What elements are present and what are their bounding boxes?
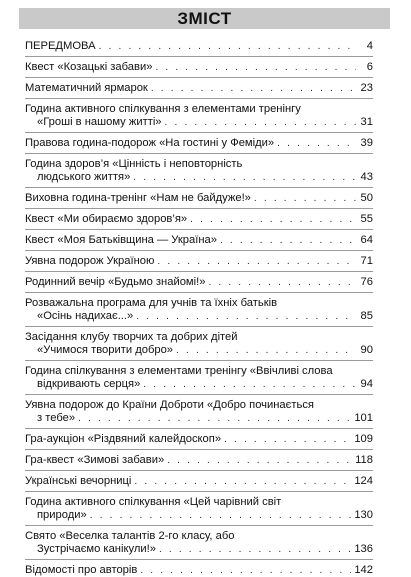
- entry-divider: [25, 208, 373, 209]
- dot-leader: [151, 82, 356, 95]
- toc-page-number: 50: [360, 192, 373, 204]
- entry-divider: [25, 77, 373, 78]
- toc-page-number: 76: [360, 276, 373, 288]
- table-of-contents: [25, 40, 373, 577]
- dot-leader: [176, 344, 356, 357]
- toc-entry: [25, 399, 373, 425]
- toc-entry-leader-line: [25, 310, 373, 323]
- toc-entry-leader-line: [25, 344, 373, 357]
- dot-leader: [134, 475, 351, 488]
- toc-entry-title-line-2: відкривають серця»: [37, 378, 141, 390]
- toc-page-number: 142: [354, 564, 373, 576]
- title-bar: [19, 8, 390, 29]
- toc-entry-title-line-1: Година активного спілкування «Цей чарівний світ: [25, 496, 282, 508]
- toc-entry-title: Родинний вечір «Будьмо знайомі!»: [25, 276, 206, 288]
- toc-entry-leader-line: [25, 213, 373, 226]
- dot-leader: [155, 61, 356, 74]
- toc-entry-leader-line: [25, 276, 373, 289]
- entry-divider: [25, 271, 373, 272]
- entry-divider: [25, 360, 373, 361]
- toc-page-number: 118: [355, 454, 373, 466]
- dot-leader: [165, 116, 356, 129]
- toc-entry: [25, 213, 373, 226]
- dot-leader: [190, 213, 356, 226]
- entry-divider: [25, 470, 373, 471]
- toc-entry: [25, 40, 373, 53]
- toc-entry-title-line-2: людського життя»: [37, 171, 131, 183]
- toc-entry-title: Правова година-подорож «На гостині у Феміди»: [25, 137, 275, 149]
- toc-page-number: 71: [360, 255, 373, 267]
- page-title: ЗМІСТ: [177, 8, 232, 28]
- toc-entry-title-line-2: «Осінь надихає...»: [37, 310, 134, 322]
- entry-divider: [25, 394, 373, 395]
- toc-entry-leader-line: [25, 82, 373, 95]
- toc-page-number: 6: [366, 61, 373, 73]
- toc-entry-title: Гра-квест «Зимові забави»: [25, 454, 165, 466]
- toc-page-number: 55: [360, 213, 373, 225]
- toc-entry: [25, 433, 373, 446]
- dot-leader: [90, 509, 352, 522]
- toc-entry-title-line-2: Зустрічаємо канікули!»: [37, 543, 156, 555]
- toc-page-number: 130: [354, 509, 373, 521]
- dot-leader: [167, 454, 352, 467]
- toc-entry-title: Виховна година-тренінг «Нам не байдуже!»: [25, 192, 251, 204]
- toc-entry-title-line-2: «Учимося творити добро»: [37, 344, 174, 356]
- toc-entry: [25, 475, 373, 488]
- toc-entry: [25, 82, 373, 95]
- dot-leader: [224, 433, 351, 446]
- dot-leader: [208, 276, 356, 289]
- toc-entry-title-line-2: природи»: [37, 509, 87, 521]
- toc-entry-leader-line: [25, 192, 373, 205]
- toc-page-number: 23: [360, 82, 373, 94]
- toc-entry-leader-line: [25, 475, 373, 488]
- toc-entry-leader-line: [25, 378, 373, 391]
- toc-entry-title: Українські вечорниці: [25, 475, 132, 487]
- toc-entry-leader-line: [25, 116, 373, 129]
- toc-entry: [25, 158, 373, 184]
- toc-entry: [25, 103, 373, 129]
- toc-entry-title-line-1: Година здоров’я «Цінність і неповторність: [25, 158, 243, 170]
- toc-entry: [25, 564, 373, 577]
- dot-leader: [136, 310, 356, 323]
- toc-entry-leader-line: [25, 171, 373, 184]
- toc-entry-title-line-1: Уявна подорож до Країни Доброти «Добро починається: [25, 399, 314, 411]
- entry-divider: [25, 428, 373, 429]
- toc-entry-leader-line: [25, 454, 373, 467]
- entry-divider: [25, 525, 373, 526]
- toc-page-number: 94: [360, 378, 373, 390]
- toc-entry-leader-line: [25, 40, 373, 53]
- toc-entry: [25, 61, 373, 74]
- dot-leader: [78, 412, 351, 425]
- dot-leader: [157, 255, 356, 268]
- toc-entry: [25, 496, 373, 522]
- dot-leader: [254, 192, 356, 205]
- entry-divider: [25, 292, 373, 293]
- toc-entry: [25, 530, 373, 556]
- toc-entry-title-line-2: «Гроші в нашому житті»: [37, 116, 162, 128]
- entry-divider: [25, 559, 373, 560]
- toc-page-number: 31: [360, 116, 373, 128]
- dot-leader: [143, 378, 356, 391]
- toc-page-number: 101: [354, 412, 373, 424]
- toc-entry-title-line-1: Година активного спілкування з елементами тренінгу: [25, 103, 301, 115]
- entry-divider: [25, 187, 373, 188]
- toc-entry: [25, 331, 373, 357]
- toc-entry-leader-line: [25, 255, 373, 268]
- toc-entry: [25, 276, 373, 289]
- toc-page-number: 43: [360, 171, 373, 183]
- entry-divider: [25, 229, 373, 230]
- toc-entry-title-line-2: з тебе»: [37, 412, 76, 424]
- dot-leader: [159, 543, 351, 556]
- entry-divider: [25, 491, 373, 492]
- dot-leader: [133, 171, 356, 184]
- toc-entry-title: Гра-аукціон «Різдвяний калейдоскоп»: [25, 433, 222, 445]
- entry-divider: [25, 449, 373, 450]
- toc-entry-title-line-1: Засідання клубу творчих та добрих дітей: [25, 331, 238, 343]
- entry-divider: [25, 153, 373, 154]
- toc-page-number: 64: [360, 234, 373, 246]
- toc-entry-title: ПЕРЕДМОВА: [25, 40, 96, 52]
- toc-entry-title-line-1: Година спілкування з елементами тренінгу «Ввічливі слова: [25, 365, 333, 377]
- toc-entry-leader-line: [25, 61, 373, 74]
- toc-entry-title: Квест «Ми обираємо здоров’я»: [25, 213, 188, 225]
- entry-divider: [25, 326, 373, 327]
- toc-page-number: 4: [366, 40, 373, 52]
- toc-page-number: 136: [354, 543, 373, 555]
- toc-entry-title: Математичний ярмарок: [25, 82, 148, 94]
- toc-entry-title-line-1: Розважальна програма для учнів та їхніх батьків: [25, 297, 278, 309]
- toc-entry: [25, 255, 373, 268]
- toc-page-number: 90: [360, 344, 373, 356]
- toc-page-number: 85: [360, 310, 373, 322]
- toc-entry: [25, 192, 373, 205]
- toc-page-number: 109: [354, 433, 373, 445]
- dot-leader: [99, 40, 356, 53]
- toc-entry: [25, 234, 373, 247]
- toc-page-number: 124: [354, 475, 373, 487]
- toc-entry-leader-line: [25, 433, 373, 446]
- toc-entry-title: Квест «Моя Батьківщина — Україна»: [25, 234, 217, 246]
- toc-entry-leader-line: [25, 509, 373, 522]
- toc-entry-leader-line: [25, 543, 373, 556]
- toc-entry: [25, 365, 373, 391]
- dot-leader: [277, 137, 356, 150]
- entry-divider: [25, 132, 373, 133]
- toc-entry-title: Відомості про авторів: [25, 564, 138, 576]
- toc-entry-title: Уявна подорож Україною: [25, 255, 155, 267]
- toc-entry-title-line-1: Свято «Веселка талантів 2-го класу, або: [25, 530, 235, 542]
- dot-leader: [220, 234, 356, 247]
- entry-divider: [25, 250, 373, 251]
- toc-entry-leader-line: [25, 412, 373, 425]
- toc-entry: [25, 137, 373, 150]
- toc-page-number: 39: [360, 137, 373, 149]
- toc-entry-leader-line: [25, 137, 373, 150]
- toc-entry-leader-line: [25, 234, 373, 247]
- toc-entry: [25, 297, 373, 323]
- toc-entry: [25, 454, 373, 467]
- entry-divider: [25, 98, 373, 99]
- dot-leader: [140, 564, 351, 577]
- entry-divider: [25, 56, 373, 57]
- toc-entry-leader-line: [25, 564, 373, 577]
- toc-entry-title: Квест «Козацькі забави»: [25, 61, 153, 73]
